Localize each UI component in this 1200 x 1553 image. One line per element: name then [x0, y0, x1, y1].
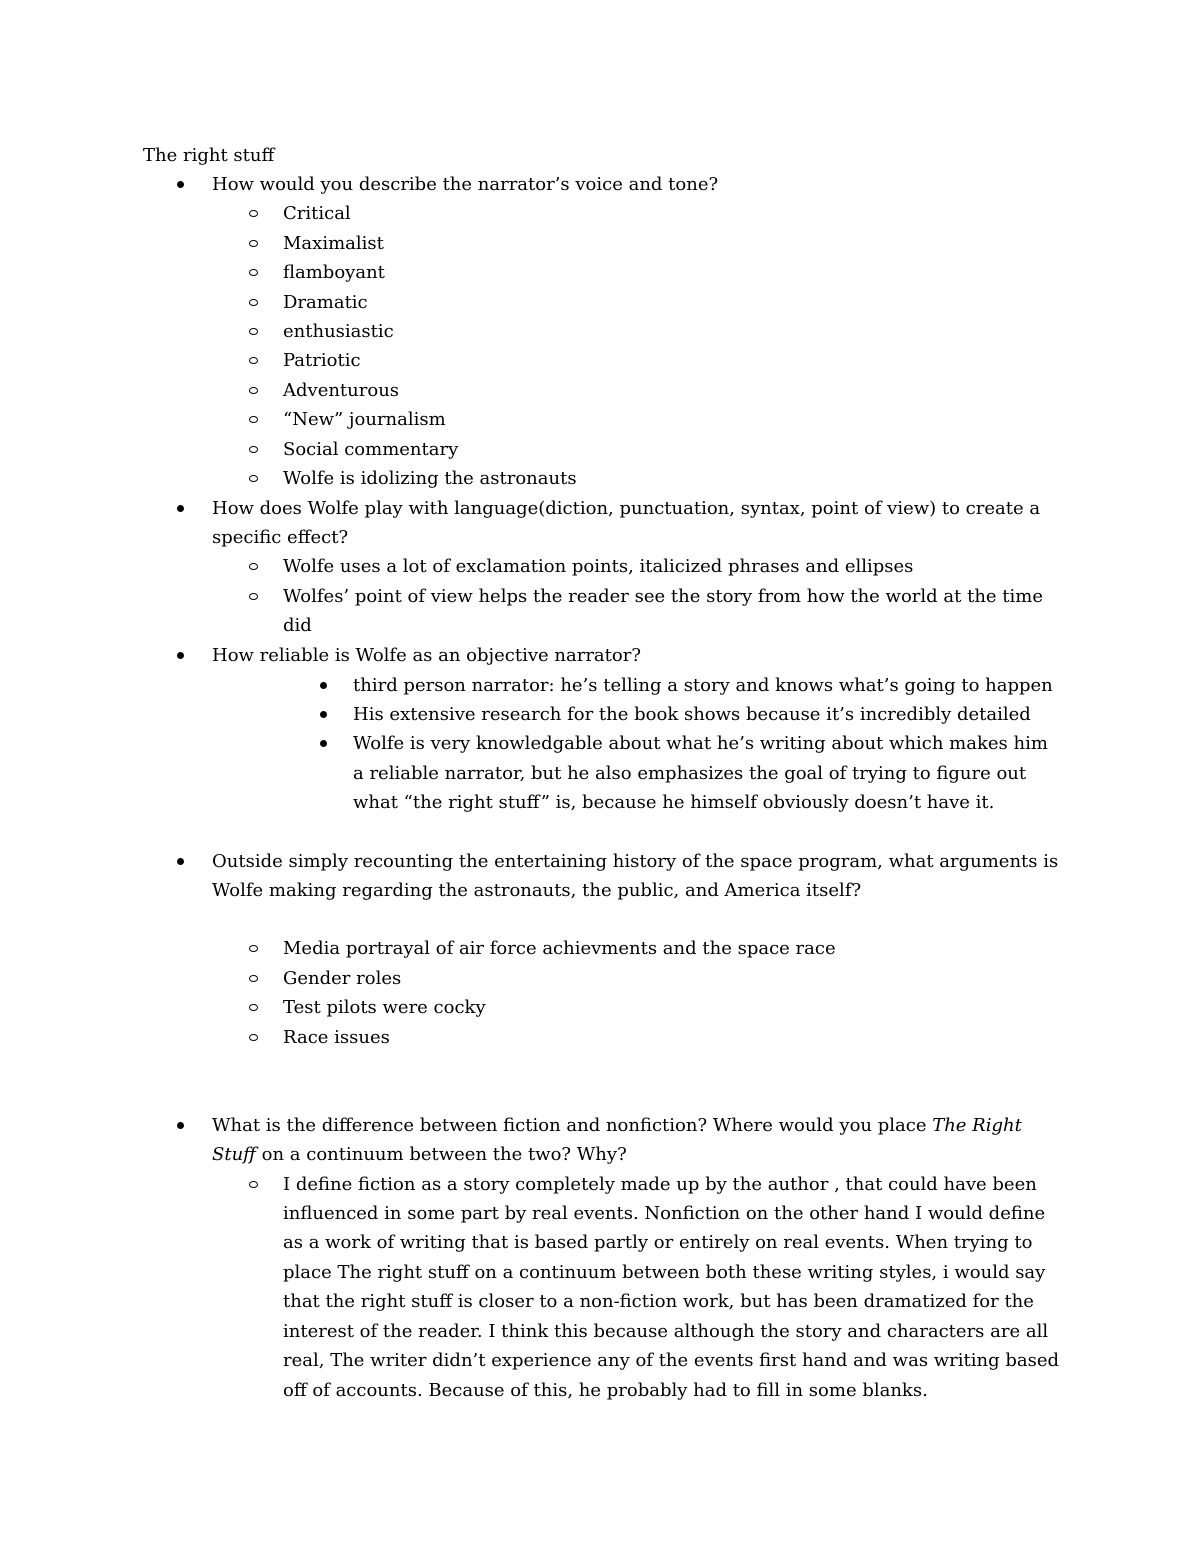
book-title-italic: The Right: [932, 1115, 1022, 1136]
question-2-line-1: How does Wolfe play with language(diction, punctuation, syntax, point of view) to create a: [212, 498, 1041, 519]
answer-item: Dramatic: [283, 292, 368, 313]
circle-bullet-icon: [249, 387, 258, 394]
book-title-italic: Stuff: [212, 1144, 256, 1165]
answer-item: flamboyant: [283, 262, 385, 283]
answer-item: Wolfe is idolizing the astronauts: [283, 468, 577, 489]
circle-bullet-icon: [249, 210, 258, 217]
circle-bullet-icon: [249, 240, 258, 247]
circle-bullet-icon: [249, 357, 258, 364]
circle-bullet-icon: [249, 563, 258, 570]
question-5-line-1: [212, 1115, 1022, 1137]
question-5-text: What is the difference between fiction and nonfiction? Where would you place: [212, 1115, 933, 1136]
answer-item: Critical: [283, 203, 351, 224]
circle-bullet-icon: [249, 416, 258, 423]
answer-item: Wolfe is very knowledgable about what he’s writing about which makes him: [353, 733, 1048, 754]
document-title: The right stuff: [143, 145, 275, 166]
circle-bullet-icon: [249, 975, 258, 982]
circle-bullet-icon: [249, 328, 258, 335]
answer-item-continued: did: [283, 615, 312, 636]
circle-bullet-icon: [249, 1004, 258, 1011]
bullet-icon: [177, 505, 184, 512]
answer-paragraph-line: that the right stuff is closer to a non-fiction work, but has been dramatized for the: [283, 1291, 1034, 1312]
question-3: How reliable is Wolfe as an objective narrator?: [212, 645, 641, 666]
answer-paragraph-line: place The right stuff on a continuum between both these writing styles, i would say: [283, 1262, 1046, 1283]
bullet-icon: [320, 740, 327, 747]
answer-item: Media portrayal of air force achievments and the space race: [283, 938, 836, 959]
question-4-line-2: Wolfe making regarding the astronauts, the public, and America itself?: [212, 880, 862, 901]
question-4-line-1: Outside simply recounting the entertaining history of the space program, what arguments is: [212, 851, 1059, 872]
question-1: How would you describe the narrator’s voice and tone?: [212, 174, 719, 195]
answer-paragraph-line: real, The writer didn’t experience any of the events first hand and was writing based: [283, 1350, 1060, 1371]
answer-paragraph-line: influenced in some part by real events. Nonfiction on the other hand I would define: [283, 1203, 1046, 1224]
circle-bullet-icon: [249, 1034, 258, 1041]
question-2-line-2: specific effect?: [212, 527, 349, 548]
answer-item: Maximalist: [283, 233, 384, 254]
answer-item: Test pilots were cocky: [283, 997, 486, 1018]
answer-paragraph-line: as a work of writing that is based partly or entirely on real events. When trying to: [283, 1232, 1033, 1253]
circle-bullet-icon: [249, 446, 258, 453]
circle-bullet-icon: [249, 945, 258, 952]
answer-item: Adventurous: [283, 380, 400, 401]
circle-bullet-icon: [249, 299, 258, 306]
answer-item-continued: a reliable narrator, but he also emphasizes the goal of trying to figure out: [353, 763, 1027, 784]
answer-paragraph-line: I define fiction as a story completely made up by the author , that could have been: [283, 1174, 1037, 1195]
answer-item-continued: what “the right stuff” is, because he himself obviously doesn’t have it.: [353, 792, 995, 813]
circle-bullet-icon: [249, 269, 258, 276]
bullet-icon: [177, 858, 184, 865]
circle-bullet-icon: [249, 475, 258, 482]
answer-item: Wolfe uses a lot of exclamation points, italicized phrases and ellipses: [283, 556, 914, 577]
bullet-icon: [320, 682, 327, 689]
answer-item: enthusiastic: [283, 321, 394, 342]
answer-paragraph-line: interest of the reader. I think this because although the story and characters are all: [283, 1321, 1049, 1342]
circle-bullet-icon: [249, 593, 258, 600]
bullet-icon: [177, 1122, 184, 1129]
answer-paragraph-line: off of accounts. Because of this, he probably had to fill in some blanks.: [283, 1380, 928, 1401]
answer-item: Wolfes’ point of view helps the reader see the story from how the world at the time: [283, 586, 1043, 607]
answer-item: “New” journalism: [283, 409, 446, 430]
question-5-text: on a continuum between the two? Why?: [255, 1144, 627, 1165]
answer-item: Patriotic: [283, 350, 361, 371]
answer-item: third person narrator: he’s telling a story and knows what’s going to happen: [353, 675, 1053, 696]
question-5-line-2: [212, 1144, 627, 1166]
answer-item: Gender roles: [283, 968, 402, 989]
bullet-icon: [320, 711, 327, 718]
circle-bullet-icon: [249, 1181, 258, 1188]
bullet-icon: [177, 652, 184, 659]
answer-item: His extensive research for the book shows because it’s incredibly detailed: [353, 704, 1031, 725]
bullet-icon: [177, 181, 184, 188]
answer-item: Race issues: [283, 1027, 390, 1048]
answer-item: Social commentary: [283, 439, 459, 460]
